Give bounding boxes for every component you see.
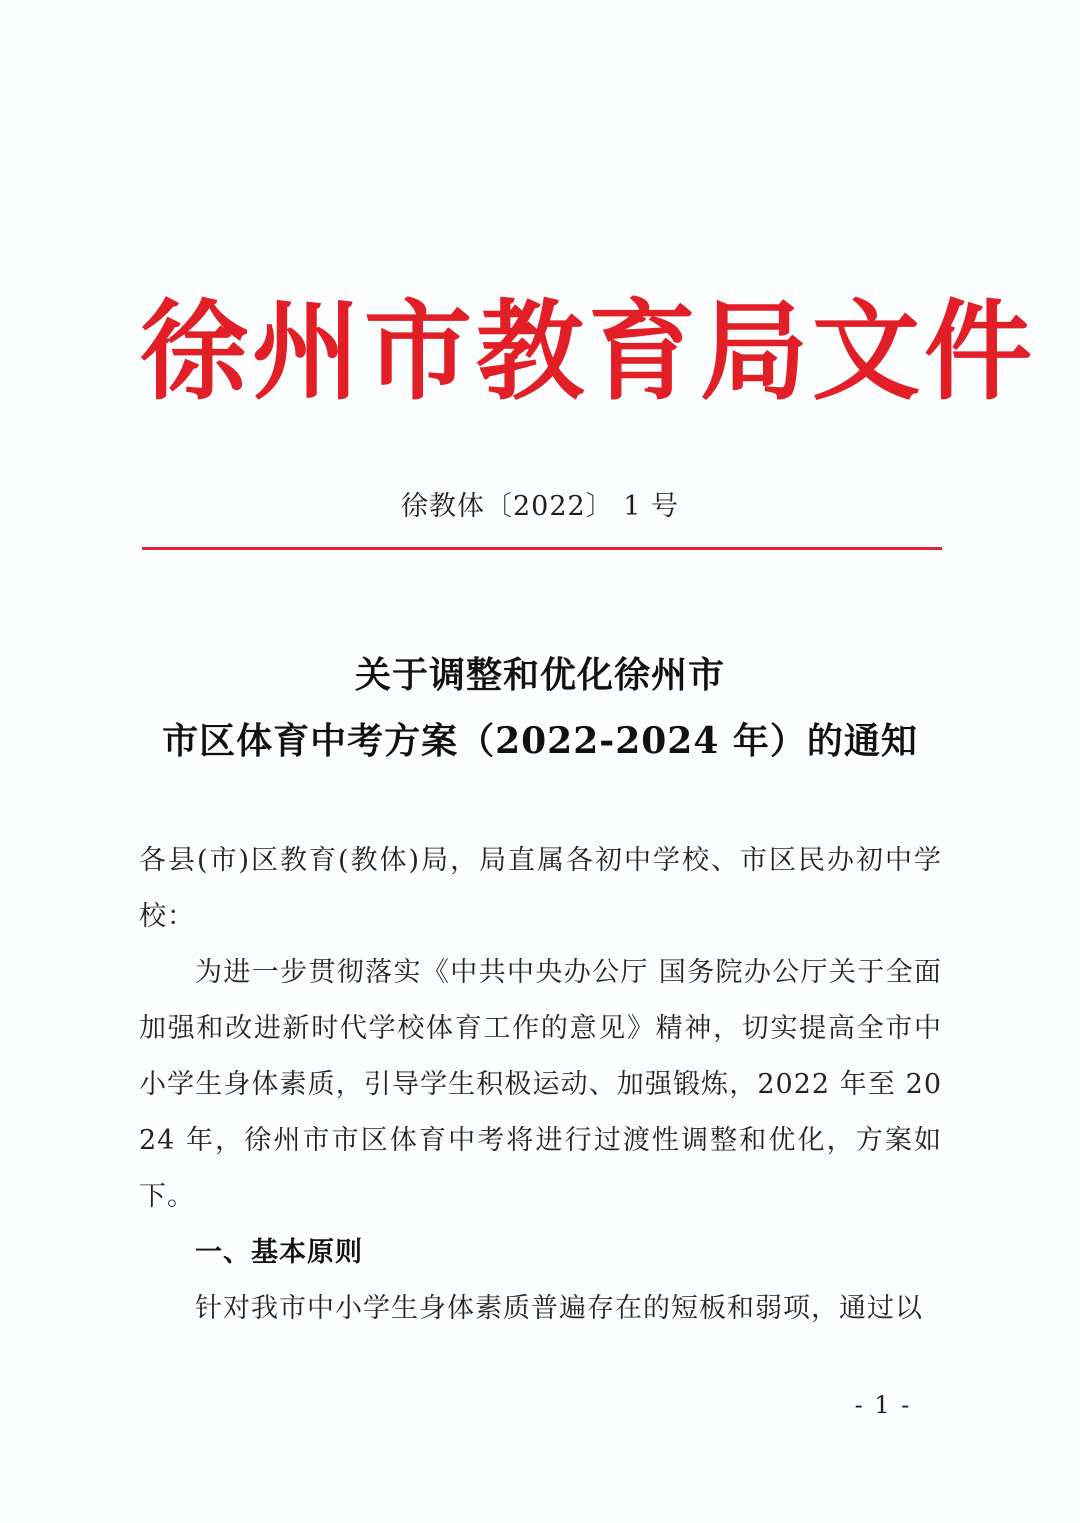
addressee-paragraph: 各县(市)区教育(教体)局，局直属各初中学校、市区民办初中学校： — [139, 845, 942, 932]
red-divider-line — [142, 547, 942, 550]
notice-title-line-1: 关于调整和优化徐州市 — [354, 654, 725, 696]
document-header-title: 徐州市教育局文件 — [140, 289, 1037, 415]
page-number: - 1 - — [854, 1391, 912, 1419]
document-number: 徐教体〔2022〕 1 号 — [400, 491, 680, 522]
principles-paragraph: 针对我市中小学生身体素质普遍存在的短板和弱项，通过以 — [195, 1293, 923, 1324]
notice-title-line-2: 市区体育中考方案（2022-2024 年）的通知 — [162, 720, 918, 762]
section-heading-basic-principles: 一、基本原则 — [195, 1237, 363, 1268]
intro-paragraph: 为进一步贯彻落实《中共中央办公厅 国务院办公厅关于全面加强和改进新时代学校体育工作的意见》精神，切实提高全市中小学生身体素质，引导学生积极运动、加强锻炼，2022 年至 2024 年，徐州市市区体育中考将进行过渡性调整和优化，方案如下。 — [139, 957, 942, 1212]
document-body — [139, 833, 942, 1337]
